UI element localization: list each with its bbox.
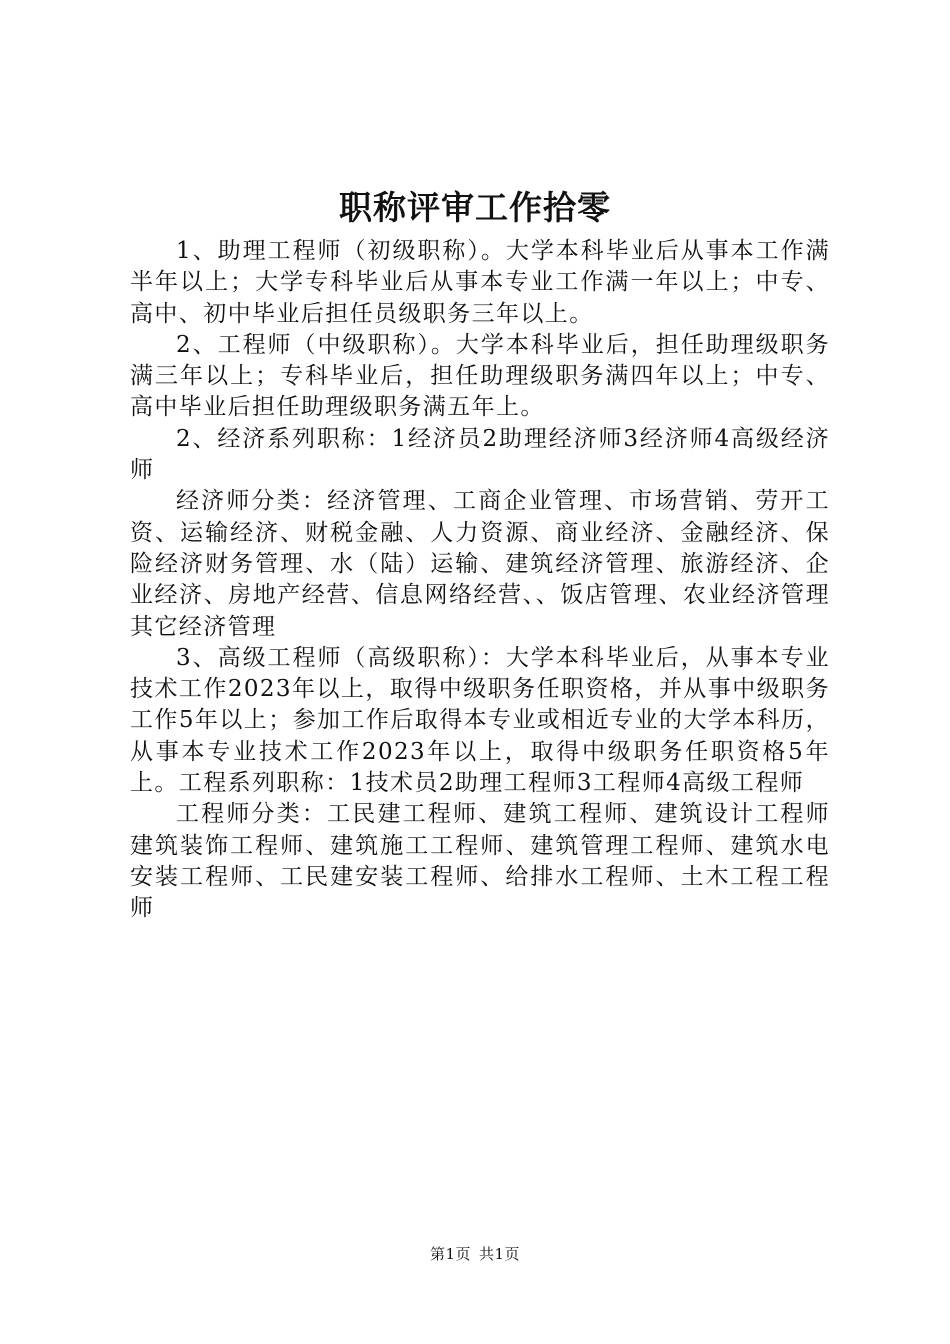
page-total: 共1页 (479, 1245, 521, 1263)
page-number: 第1页 (429, 1245, 471, 1263)
paragraph-economist-categories: 经济师分类：经济管理、工商企业管理、市场营销、劳开工资、运输经济、财税金融、人力资源、商业经济、金融经济、保险经济财务管理、水（陆）运输、建筑经济管理、旅游经济、企业经济、房地产经营、信息网络经营、、饭店管理、农业经济管理其它经济管理 (130, 488, 830, 640)
paragraph-assistant-engineer: 1、助理工程师（初级职称）。大学本科毕业后从事本工作满半年以上；大学专科毕业后从事本专业工作满一年以上；中专、高中、初中毕业后担任员级职务三年以上。 (130, 238, 830, 327)
paragraph-senior-engineer: 3、高级工程师（高级职称）：大学本科毕业后，从事本专业技术工作2023年以上，取得中级职务任职资格，并从事中级职务工作5年以上；参加工作后取得本专业或相近专业的大学本科历，从事本专业技术工作2023年以上，取得中级职务任职资格5年上。工程系列职称：1技术员2助理工程师3工程师4高级工程师 (130, 644, 830, 797)
paragraph-engineer-categories: 工程师分类：工民建工程师、建筑工程师、建筑设计工程师建筑装饰工程师、建筑施工工程师、建筑管理工程师、建筑水电安装工程师、工民建安装工程师、给排水工程师、土木工程工程师 (130, 801, 830, 922)
document-title: 职称评审工作拾零 (339, 188, 611, 227)
document-body (130, 236, 830, 925)
page-footer (0, 1244, 950, 1264)
paragraph-economics-series: 2、经济系列职称：1经济员2助理经济师3经济师4高级经济师 (130, 425, 830, 484)
paragraph-engineer: 2、工程师（中级职称）。大学本科毕业后，担任助理级职务满三年以上；专科毕业后，担任助理级职务满四年以上；中专、高中毕业后担任助理级职务满五年上。 (130, 331, 830, 421)
